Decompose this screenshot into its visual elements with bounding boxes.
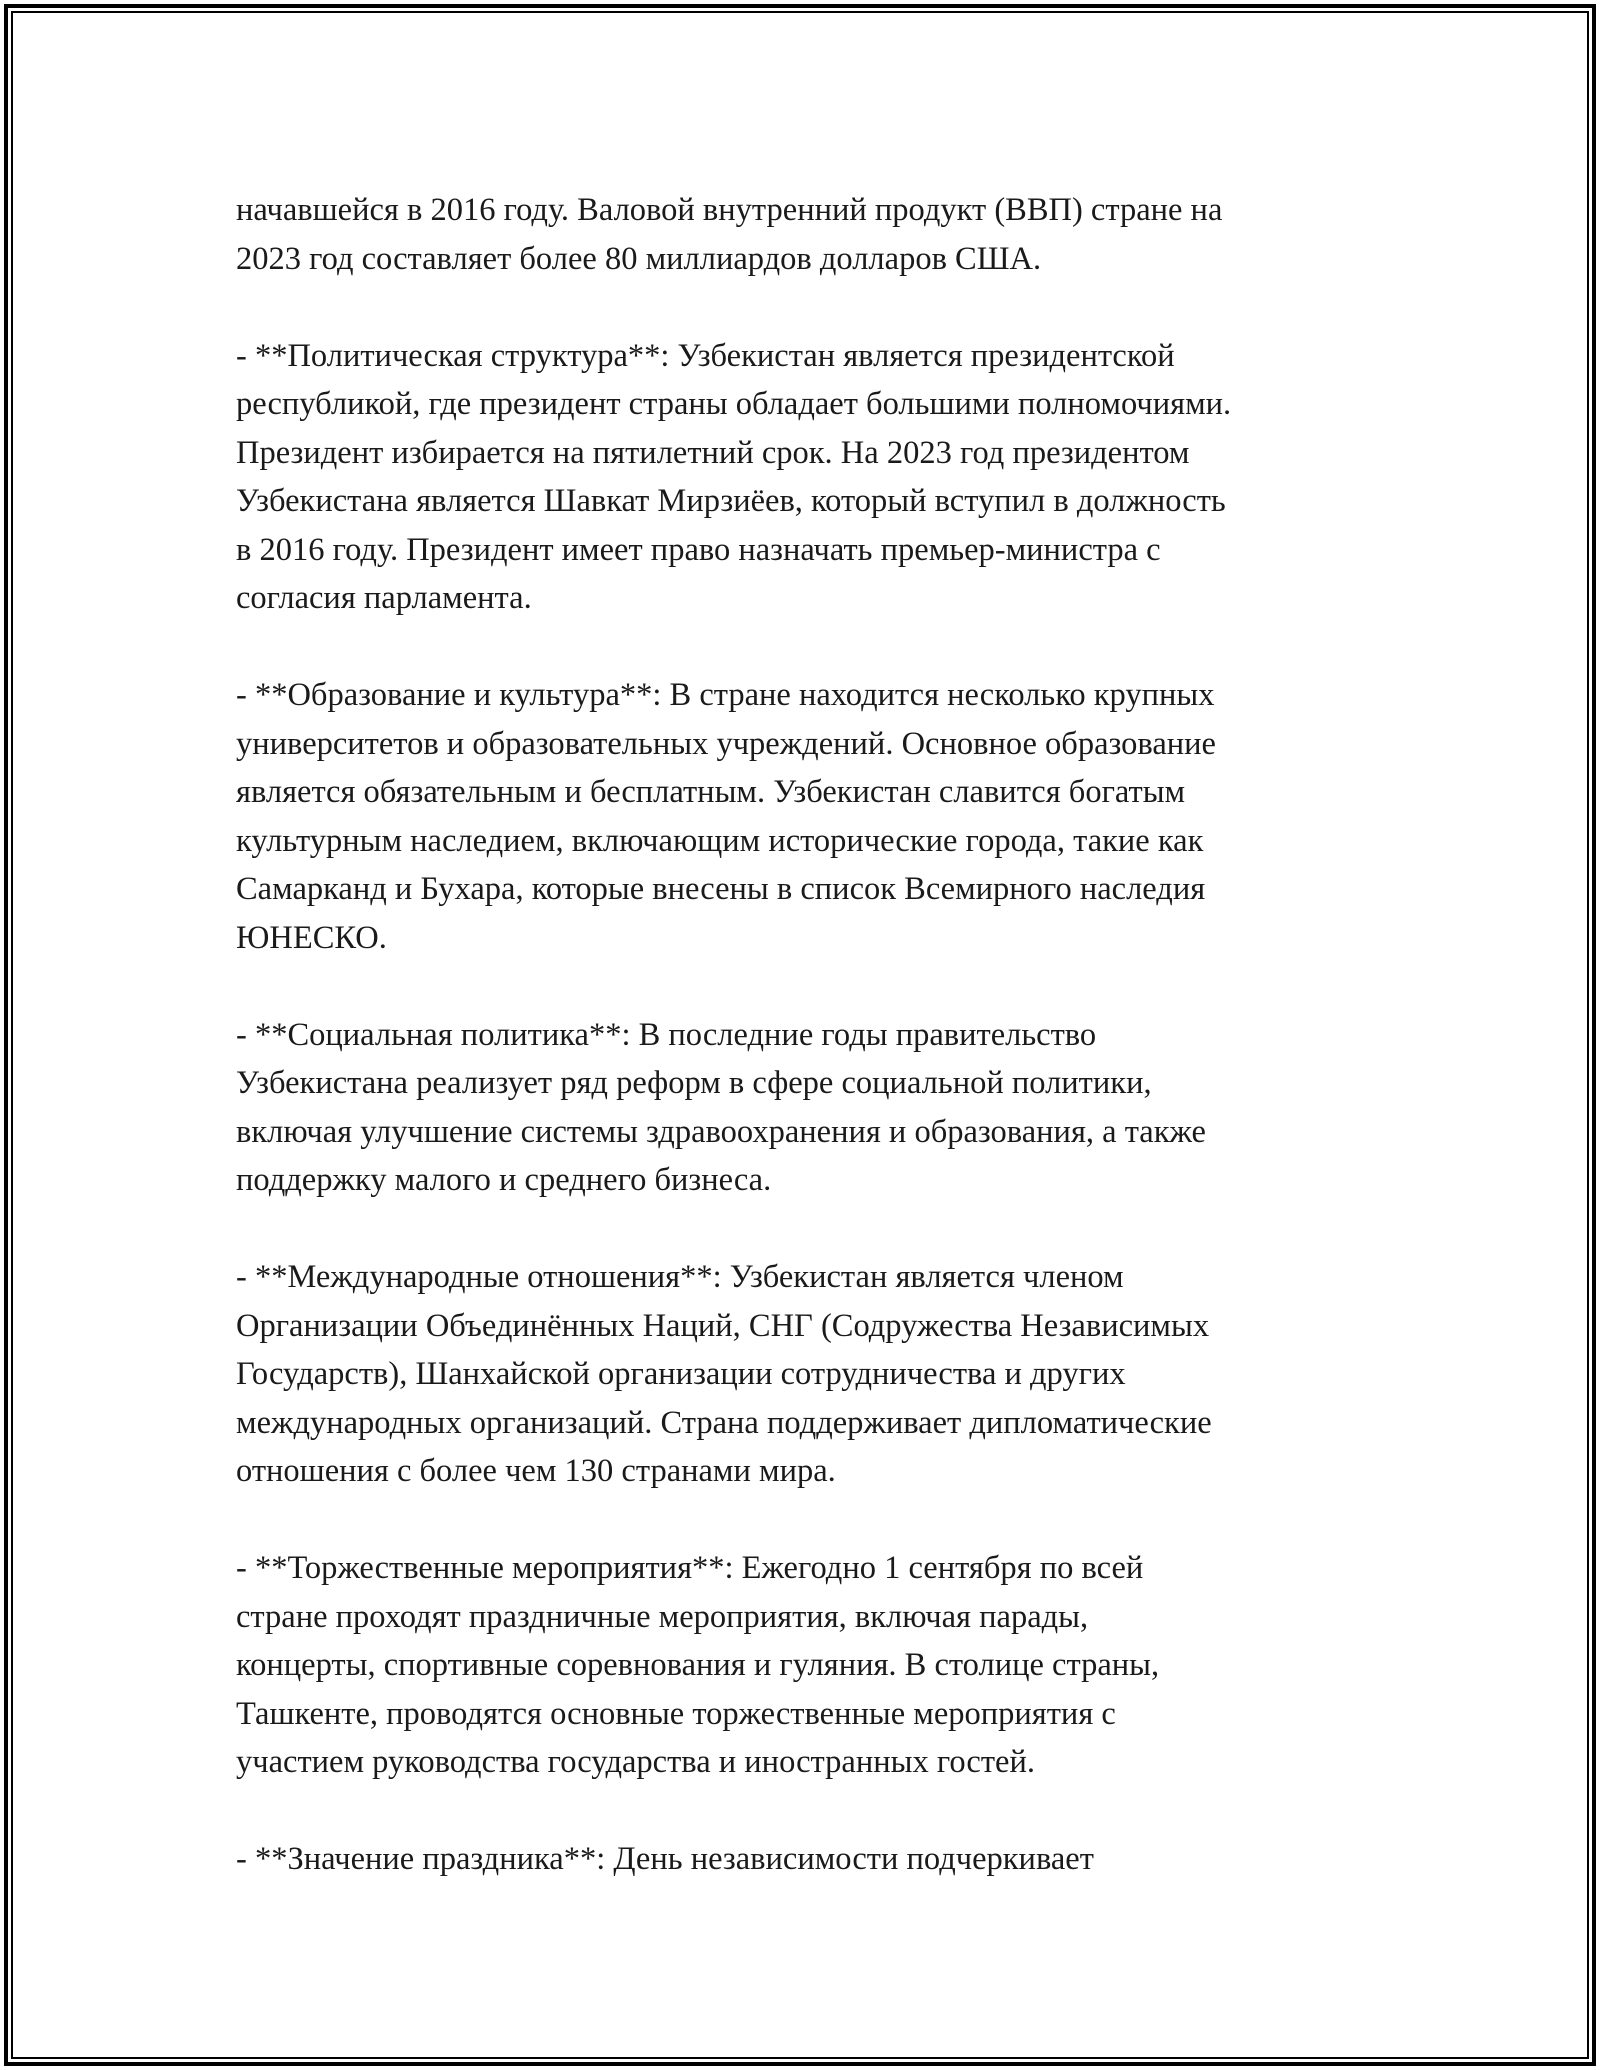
paragraph-holiday-significance: - **Значение праздника**: День независимости подчеркивает bbox=[236, 1841, 1094, 1877]
paragraph-ceremonial-events: - **Торжественные мероприятия**: Ежегодно 1 сентября по всей стране проходят праздничные мероприятия, включая парады, концерты, спортивные соревнования и гуляния. В столице страны, Ташкенте, проводятся основные торжественные мероприятия с участием руководства государства и иностранных гостей. bbox=[236, 1550, 1160, 1780]
paragraph-economy: начавшейся в 2016 году. Валовой внутренний продукт (ВВП) стране на 2023 год составляет более 80 миллиардов долларов США. bbox=[236, 192, 1223, 277]
document-body bbox=[236, 186, 1376, 1884]
paragraph-education-culture: - **Образование и культура**: В стране находится несколько крупных университетов и образовательных учреждений. Основное образование является обязательным и бесплатным. Узбекистан славится богатым культурным наследием, включающим исторические города, такие как Самарканд и Бухара, которые внесены в список Всемирного наследия ЮНЕСКО. bbox=[236, 677, 1216, 956]
paragraph-international-relations: - **Международные отношения**: Узбекистан является членом Организации Объединённых Наций, СНГ (Содружества Независимых Государств), Шанхайской организации сотрудничества и других международных организаций. Страна поддерживает дипломатические отношения с более чем 130 странами мира. bbox=[236, 1259, 1212, 1489]
paragraph-political-structure: - **Политическая структура**: Узбекистан является президентской республикой, где президент страны обладает большими полномочиями. Президент избирается на пятилетний срок. На 2023 год президентом Узбекистана является Шавкат Мирзиёев, который вступил в должность в 2016 году. Президент имеет право назначать премьер-министра с согласия парламента. bbox=[236, 337, 1232, 616]
paragraph-social-policy: - **Социальная политика**: В последние годы правительство Узбекистана реализует ряд реформ в сфере социальной политики, включая улучшение системы здравоохранения и образования, а также поддержку малого и среднего бизнеса. bbox=[236, 1016, 1206, 1198]
